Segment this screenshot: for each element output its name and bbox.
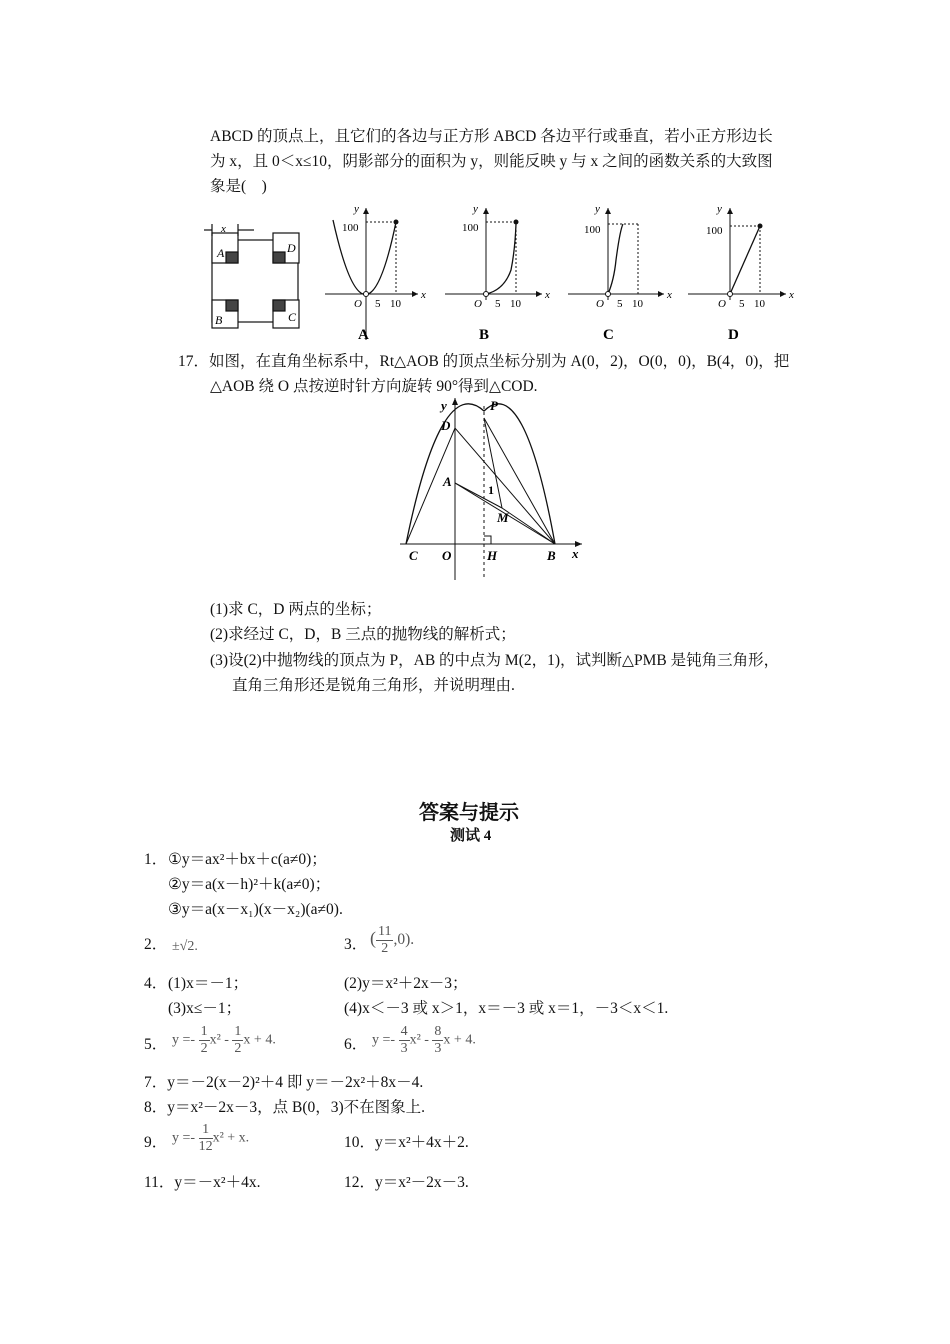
- graph-c-origin: O: [596, 298, 604, 310]
- answer-1-form-1: ①y＝ax²＋bx＋c(a≠0)；: [168, 851, 327, 868]
- graph-a-option: A: [358, 327, 369, 343]
- fig17-label-1: 1: [488, 483, 494, 497]
- answer-1-num: 1．: [144, 851, 168, 868]
- graph-b-x: x: [545, 289, 550, 301]
- answer-6-num: 6．: [344, 1036, 368, 1053]
- graph-d-origin: O: [718, 298, 726, 310]
- answer-9: [172, 1122, 249, 1155]
- fig17-label-y: y: [441, 398, 447, 413]
- answer-4-1: (1)x＝－1；: [168, 975, 249, 992]
- answer-6-pre: y =-: [372, 1032, 396, 1048]
- graph-a-y: y: [354, 203, 359, 215]
- square-label-c: C: [288, 310, 297, 324]
- answer-3-open: (: [370, 928, 376, 949]
- graph-d-ytick: 100: [706, 225, 723, 237]
- graph-b-option: B: [479, 327, 490, 343]
- fig17-label-p: P: [490, 398, 498, 413]
- answers-title: 答案与提示: [419, 802, 519, 824]
- answer-2: ±√2.: [172, 939, 198, 954]
- q17-part-1: (1)求 C，D 两点的坐标；: [210, 601, 382, 618]
- graph-b-y: y: [473, 203, 478, 215]
- answers-subtitle: 测试 4: [450, 828, 492, 844]
- answer-9-frac-num: 1: [199, 1122, 213, 1139]
- answer-6-frac-2: [432, 1024, 443, 1057]
- graph-b-xtick-10: 10: [510, 298, 521, 310]
- answer-6-frac-1-num: 4: [400, 1024, 408, 1039]
- graph-a-xtick-5: 5: [375, 298, 381, 310]
- answer-4-num: 4．: [144, 975, 168, 992]
- q17-line-2: △AOB 绕 O 点按逆时针方向旋转 90°得到△COD.: [210, 378, 538, 395]
- graph-c-y: y: [595, 203, 600, 215]
- fig17-label-a: A: [443, 474, 452, 489]
- answer-6-mid: x² -: [409, 1032, 429, 1048]
- graph-b-xtick-5: 5: [495, 298, 501, 310]
- answer-9-frac-den: 12: [198, 1139, 213, 1154]
- square-label-d: D: [287, 241, 296, 255]
- q17-part-3-cont: 直角三角形还是锐角三角形，并说明理由.: [232, 677, 515, 694]
- answer-5-frac-2-den: 2: [234, 1041, 242, 1056]
- answer-12: 12．y＝x²－2x－3.: [344, 1174, 469, 1191]
- q17-line-1: 17．如图，在直角坐标系中，Rt△AOB 的顶点坐标分别为 A(0，2)，O(0，0)，B(4，0)，把: [178, 353, 790, 370]
- q16-figure: [190, 200, 810, 348]
- graph-a: [325, 203, 426, 343]
- answer-9-num: 9．: [144, 1134, 168, 1151]
- square-label-a: A: [217, 246, 225, 260]
- answer-10: 10．y＝x²＋4x＋2.: [344, 1134, 469, 1151]
- fig17-label-x: x: [572, 546, 579, 561]
- graph-c-option: C: [603, 327, 614, 343]
- answer-5-frac-1: [199, 1024, 210, 1057]
- q17-part-3: (3)设(2)中抛物线的顶点为 P，AB 的中点为 M(2，1)，试判断△PMB 是钝角三角形，: [210, 652, 780, 669]
- answer-6-frac-1: [399, 1024, 410, 1057]
- answer-5-pre: y =-: [172, 1032, 196, 1048]
- answer-5-frac-1-num: 1: [200, 1024, 208, 1039]
- graph-d: [688, 203, 794, 343]
- fig17-label-c: C: [409, 548, 418, 563]
- answer-11: 11．y＝－x²＋4x.: [144, 1174, 261, 1191]
- answer-9-frac: [199, 1122, 213, 1155]
- answer-4-2: (2)y＝x²＋2x－3；: [344, 975, 468, 992]
- graph-a-x: x: [421, 289, 426, 301]
- answer-5-frac-2-num: 1: [234, 1024, 242, 1039]
- fig17-label-b: B: [547, 548, 556, 563]
- q16-line-2: 为 x，且 0＜x≤10，阴影部分的面积为 y，则能反映 y 与 x 之间的函数关系的大致图: [210, 153, 773, 170]
- graph-b-ytick: 100: [462, 222, 479, 234]
- answer-4-4: (4)x＜－3 或 x＞1，x＝－3 或 x＝1，－3＜x＜1.: [344, 1000, 669, 1017]
- answer-3-frac-num: 11: [378, 924, 392, 939]
- graph-a-xtick-10: 10: [390, 298, 401, 310]
- answer-6-tail: x + 4.: [443, 1032, 476, 1048]
- answer-5: [172, 1024, 276, 1057]
- answer-3-num: 3．: [344, 936, 368, 953]
- answer-2-num: 2．: [144, 936, 168, 953]
- graph-c: [568, 203, 672, 343]
- graph-c-xtick-10: 10: [632, 298, 643, 310]
- square-side-label: x: [221, 223, 226, 235]
- answer-5-frac-1-den: 2: [200, 1041, 208, 1056]
- answer-3-tail: ,0).: [393, 931, 415, 949]
- q16-line-1: ABCD 的顶点上，且它们的各边与正方形 ABCD 各边平行或垂直，若小正方形边长: [210, 128, 773, 145]
- graph-a-origin: O: [354, 298, 362, 310]
- square-label-b: B: [215, 313, 223, 327]
- graph-d-xtick-10: 10: [754, 298, 765, 310]
- fig17-label-o: O: [442, 548, 452, 563]
- graph-c-xtick-5: 5: [617, 298, 623, 310]
- graph-b: [445, 203, 550, 343]
- fig17-label-d: D: [441, 418, 451, 433]
- graph-b-origin: O: [474, 298, 482, 310]
- q17-part-2: (2)求经过 C，D，B 三点的抛物线的解析式；: [210, 626, 516, 643]
- answer-5-num: 5．: [144, 1036, 168, 1053]
- graph-d-y: y: [717, 203, 722, 215]
- fig17-label-m: M: [497, 510, 509, 525]
- answer-9-tail: x² + x.: [212, 1130, 250, 1146]
- answer-3: [370, 924, 414, 957]
- graph-c-x: x: [667, 289, 672, 301]
- answer-1-form-2: ②y＝a(x－h)²＋k(a≠0)；: [168, 876, 331, 893]
- answer-7: 7．y＝－2(x－2)²＋4 即 y＝－2x²＋8x－4.: [144, 1074, 424, 1091]
- graph-c-ytick: 100: [584, 224, 601, 236]
- answer-6-frac-1-den: 3: [400, 1041, 408, 1056]
- q17-figure: [398, 396, 588, 582]
- answer-4-3: (3)x≤－1；: [168, 1000, 242, 1017]
- answer-5-tail: x + 4.: [243, 1032, 276, 1048]
- answer-5-frac-2: [232, 1024, 243, 1057]
- answer-3-frac-den: 2: [381, 941, 389, 956]
- answer-6-frac-2-num: 8: [434, 1024, 442, 1039]
- answer-6: [372, 1024, 476, 1057]
- graph-d-xtick-5: 5: [739, 298, 745, 310]
- answer-9-pre: y =-: [172, 1130, 196, 1146]
- graph-a-ytick: 100: [342, 222, 359, 234]
- answer-6-frac-2-den: 3: [434, 1041, 442, 1056]
- fig17-label-h: H: [487, 548, 498, 563]
- graph-d-option: D: [728, 327, 739, 343]
- answer-1-form-3: ③y＝a(x－x₁)(x－x₂)(a≠0).: [168, 901, 343, 918]
- answer-8: 8．y＝x²－2x－3，点 B(0，3)不在图象上.: [144, 1099, 426, 1116]
- answer-5-mid: x² -: [209, 1032, 229, 1048]
- answer-3-fraction: [376, 924, 393, 957]
- graph-d-x: x: [789, 289, 794, 301]
- q16-line-3: 象是( ): [210, 178, 267, 195]
